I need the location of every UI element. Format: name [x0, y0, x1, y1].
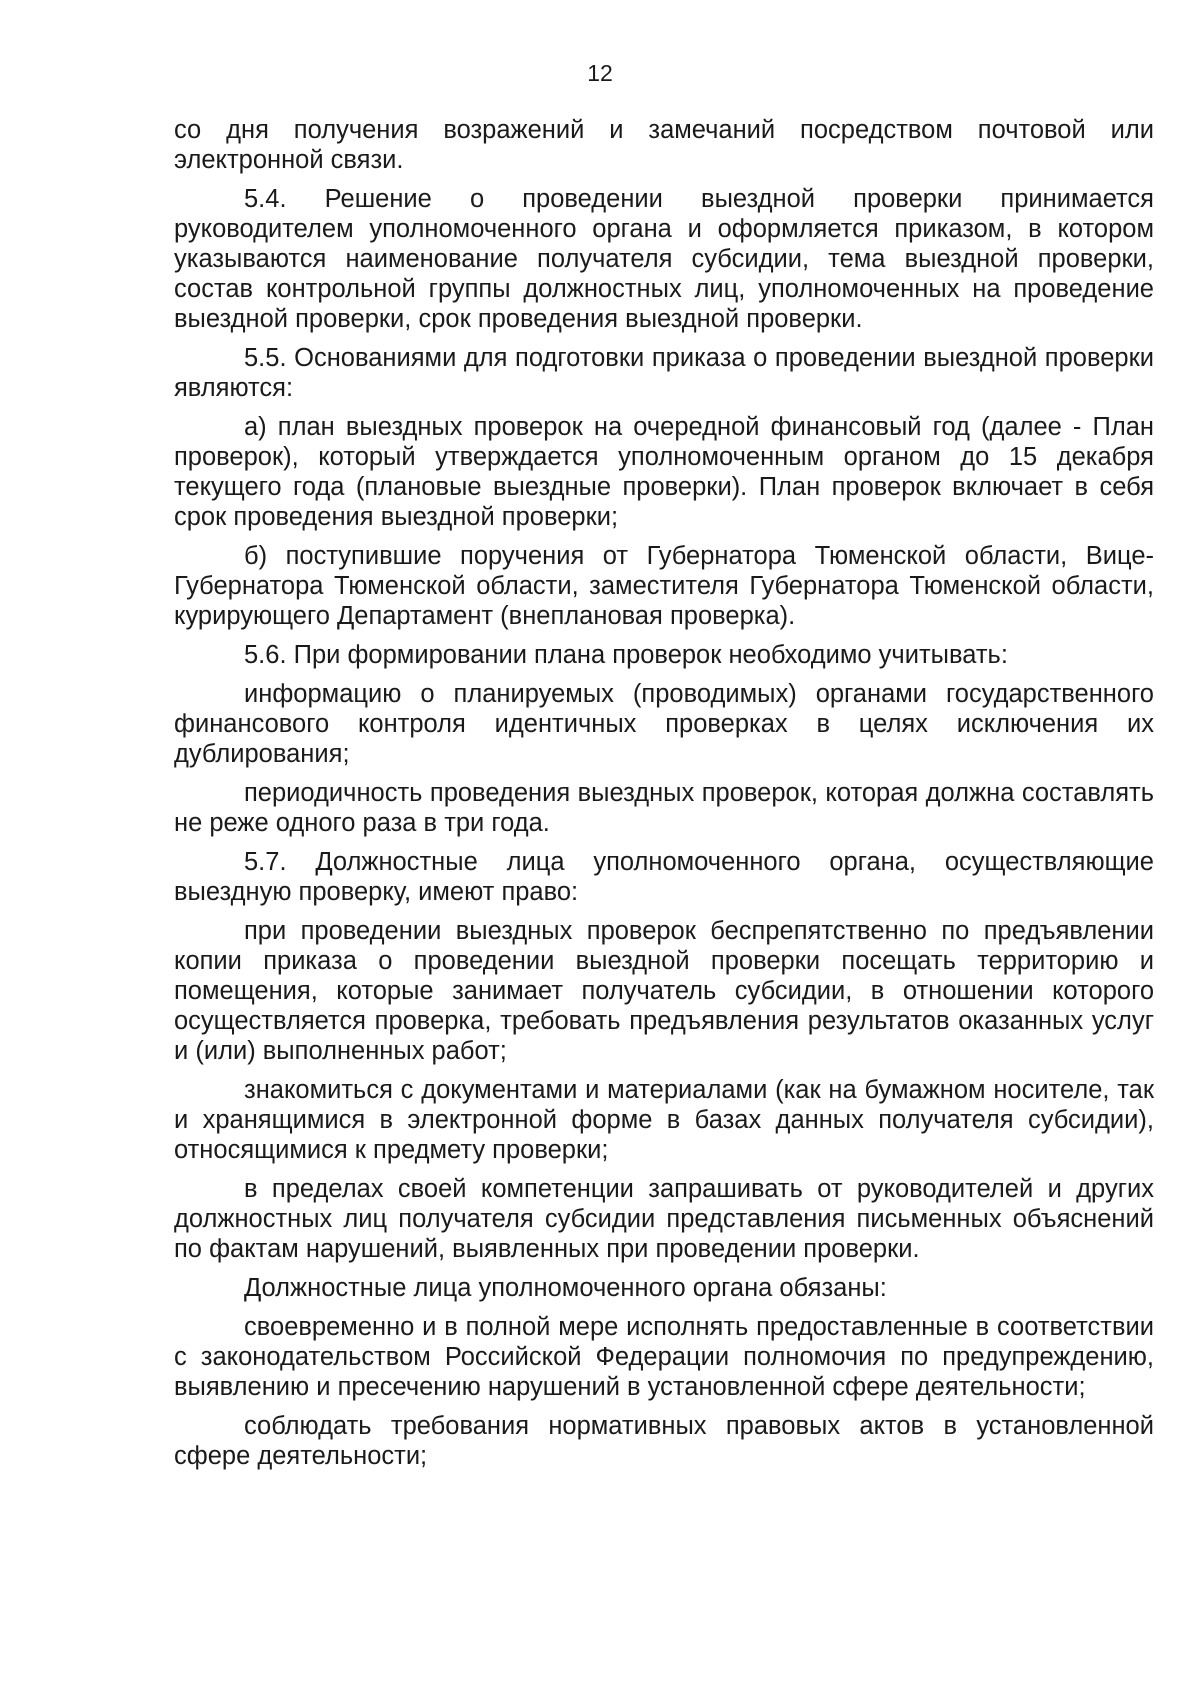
paragraph: 5.6. При формировании плана проверок необходимо учитывать: [244, 641, 1008, 669]
paragraph: периодичность проведения выездных проверок, которая должна составлять не реже одного раза в три года. [174, 779, 1154, 837]
paragraph: в пределах своей компетенции запрашивать от руководителей и других должностных лиц получателя субсидии представления письменных объяснений по фактам нарушений, выявленных при проведении проверки. [174, 1175, 1154, 1263]
page-number: 12 [587, 60, 613, 86]
paragraph: информацию о планируемых (проводимых) органами государственного финансового контроля идентичных проверках в целях исключения их дублирования; [174, 680, 1154, 768]
paragraph: со дня получения возражений и замечаний посредством почтовой или электронной связи. [174, 116, 1154, 174]
paragraph: б) поступившие поручения от Губернатора Тюменской области, Вице-Губернатора Тюменской области, заместителя Губернатора Тюменской области, курирующего Департамент (внеплановая проверка). [174, 542, 1154, 630]
paragraph: соблюдать требования нормативных правовых актов в установленной сфере деятельности; [174, 1412, 1154, 1470]
paragraph: 5.7. Должностные лица уполномоченного органа, осуществляющие выездную проверку, имеют право: [174, 848, 1154, 906]
paragraph: знакомиться с документами и материалами (как на бумажном носителе, так и хранящимися в электронной форме в базах данных получателя субсидии), относящимися к предмету проверки; [174, 1076, 1154, 1164]
paragraph: своевременно и в полной мере исполнять предоставленные в соответствии с законодательством Российской Федерации полномочия по предупреждению, выявлению и пресечению нарушений в установленной сфере деятельности; [174, 1313, 1154, 1401]
document-body [174, 115, 1154, 1480]
paragraph: Должностные лица уполномоченного органа обязаны: [244, 1274, 887, 1302]
paragraph: 5.5. Основаниями для подготовки приказа о проведении выездной проверки являются: [174, 344, 1154, 402]
paragraph: а) план выездных проверок на очередной финансовый год (далее - План проверок), который утверждается уполномоченным органом до 15 декабря текущего года (плановые выездные проверки). План проверок включает в себя срок проведения выездной проверки; [174, 413, 1154, 531]
paragraph: при проведении выездных проверок беспрепятственно по предъявлении копии приказа о проведении выездной проверки посещать территорию и помещения, которые занимает получатель субсидии, в отношении которого осуществляется проверка, требовать предъявления результатов оказанных услуг и (или) выполненных работ; [174, 917, 1154, 1065]
paragraph: 5.4. Решение о проведении выездной проверки принимается руководителем уполномоченного органа и оформляется приказом, в котором указываются наименование получателя субсидии, тема выездной проверки, состав контрольной группы должностных лиц, уполномоченных на проведение выездной проверки, срок проведения выездной проверки. [174, 185, 1154, 333]
